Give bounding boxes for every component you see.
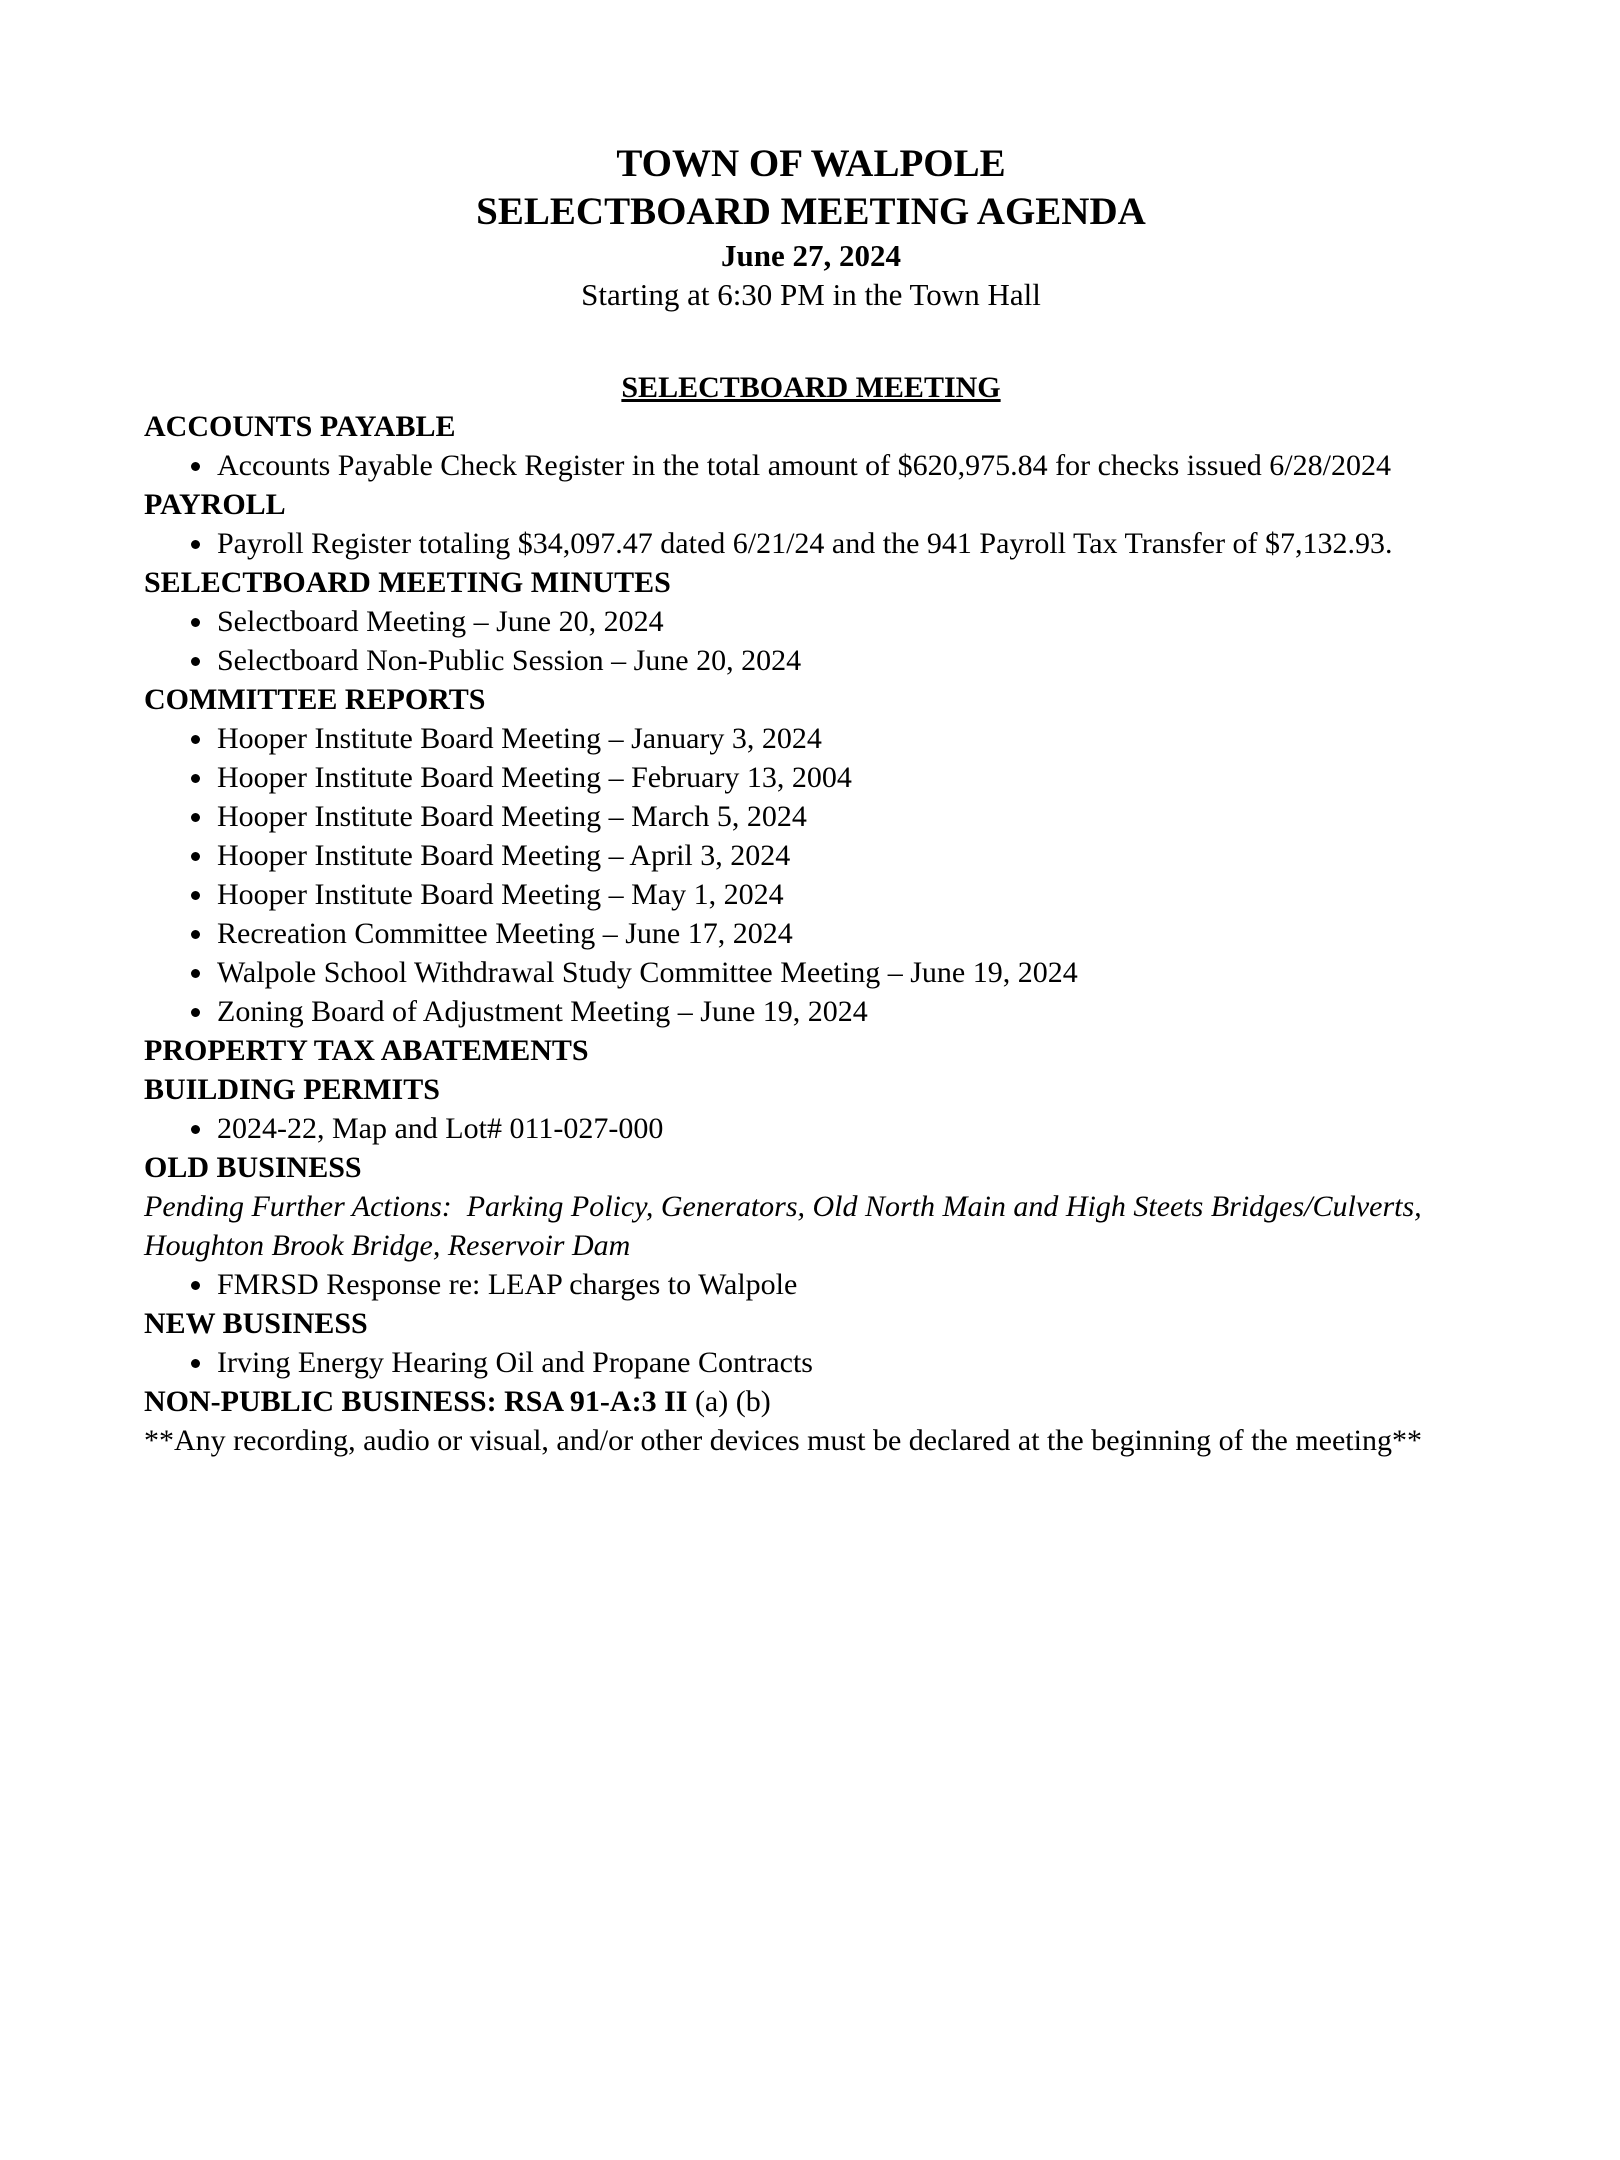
agenda-item: • Hooper Institute Board Meeting – January 3, 2024 — [215, 719, 1478, 758]
agenda-item: • Payroll Register totaling $34,097.47 dated 6/21/24 and the 941 Payroll Tax Transfer of $7,132.93. — [215, 524, 1478, 563]
agenda-sections — [144, 407, 1478, 1421]
agenda-item: • Hooper Institute Board Meeting – March 5, 2024 — [215, 797, 1478, 836]
agenda-item: • Accounts Payable Check Register in the total amount of $620,975.84 for checks issued 6/28/2024 — [215, 446, 1478, 485]
section-heading-label: SELECTBOARD MEETING MINUTES — [144, 566, 671, 599]
meeting-time-location: Starting at 6:30 PM in the Town Hall — [581, 277, 1041, 312]
agenda-item: • Hooper Institute Board Meeting – February 13, 2004 — [215, 758, 1478, 797]
section-heading — [144, 1382, 1478, 1421]
section-item-list — [144, 446, 1478, 485]
section-item-list — [144, 524, 1478, 563]
section-heading — [144, 1304, 1478, 1343]
section-heading — [144, 1031, 1478, 1070]
meeting-date: June 27, 2024 — [721, 238, 901, 273]
agenda-item: • Recreation Committee Meeting – June 17, 2024 — [215, 914, 1478, 953]
agenda-item: • Hooper Institute Board Meeting – May 1, 2024 — [215, 875, 1478, 914]
section-heading — [144, 680, 1478, 719]
section-item-list — [144, 1109, 1478, 1148]
section-heading — [144, 1148, 1478, 1187]
section-heading-label: NEW BUSINESS — [144, 1307, 368, 1340]
agenda-item: • Selectboard Meeting – June 20, 2024 — [215, 602, 1478, 641]
agenda-item: • Zoning Board of Adjustment Meeting – June 19, 2024 — [215, 992, 1478, 1031]
selectboard-meeting-heading: SELECTBOARD MEETING — [621, 371, 1001, 404]
section-heading — [144, 485, 1478, 524]
section-heading — [144, 563, 1478, 602]
section-item-list — [144, 1343, 1478, 1382]
section-heading-label: PAYROLL — [144, 488, 286, 521]
agenda-item: • Irving Energy Hearing Oil and Propane Contracts — [215, 1343, 1478, 1382]
section-heading-label: COMMITTEE REPORTS — [144, 683, 486, 716]
section-heading-label: BUILDING PERMITS — [144, 1073, 440, 1106]
section-item-list — [144, 719, 1478, 1031]
section-heading-suffix: (a) (b) — [687, 1385, 771, 1418]
document-header — [144, 140, 1478, 314]
agenda-item: • Hooper Institute Board Meeting – April 3, 2024 — [215, 836, 1478, 875]
agenda-item: • FMRSD Response re: LEAP charges to Walpole — [215, 1265, 1478, 1304]
section-heading-label: OLD BUSINESS — [144, 1151, 362, 1184]
section-heading — [144, 407, 1478, 446]
section-heading-label: ACCOUNTS PAYABLE — [144, 410, 456, 443]
section-item-list — [144, 1265, 1478, 1304]
document-title: TOWN OF WALPOLE — [616, 142, 1006, 185]
agenda-item: • 2024-22, Map and Lot# 011-027-000 — [215, 1109, 1478, 1148]
section-heading-label: NON-PUBLIC BUSINESS: RSA 91-A:3 II — [144, 1385, 688, 1418]
section-heading-label: PROPERTY TAX ABATEMENTS — [144, 1034, 589, 1067]
agenda-item: • Selectboard Non-Public Session – June 20, 2024 — [215, 641, 1478, 680]
section-heading — [144, 1070, 1478, 1109]
agenda-item: • Walpole School Withdrawal Study Committee Meeting – June 19, 2024 — [215, 953, 1478, 992]
document-subtitle: SELECTBOARD MEETING AGENDA — [476, 190, 1146, 233]
pending-actions-note: Pending Further Actions: Parking Policy, Generators, Old North Main and High Steets Bridges/Culverts, Houghton Brook Bridge, Reservoir Dam — [144, 1190, 1430, 1262]
recording-notice: **Any recording, audio or visual, and/or other devices must be declared at the beginning of the meeting** — [144, 1424, 1422, 1457]
section-item-list — [144, 602, 1478, 680]
